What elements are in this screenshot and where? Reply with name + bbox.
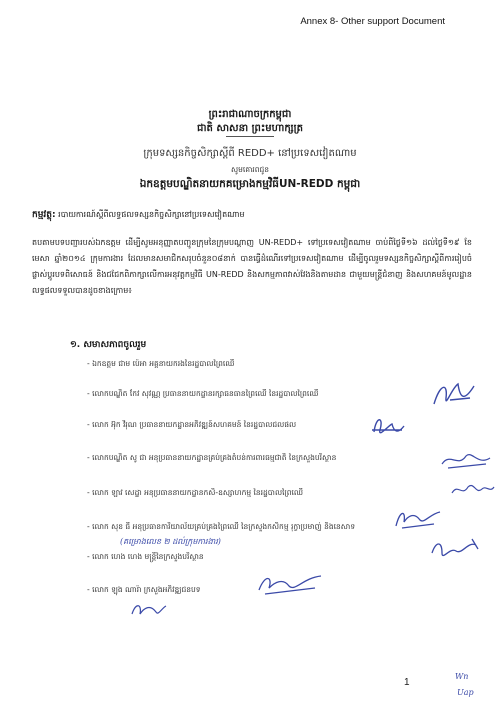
member-row: - លោកបណ្ឌិត កែវ សុវណ្ណ ប្រធាននាយកដ្ឋានរក្សាធនធានព្រៃឈើ នៃរដ្ឋបាលព្រៃឈើ: [87, 389, 319, 398]
subject-text: របាយការណ៍ស្តីពីលទ្ធផលទស្សនកិច្ចសិក្សានៅប្រទេសវៀតណាម: [58, 210, 245, 219]
member-row: - លោក ឡុង ណារ៉ា ក្រសួងអភិវឌ្ឍជនបទ: [87, 585, 201, 594]
member-row: - លោកបណ្ឌិត សូ ជា អនុប្រធាននាយកដ្ឋានគ្រប់គ្រងតំបន់ការពារធម្មជាតិ នៃក្រសួងបរិស្ថាន: [87, 453, 337, 462]
sender-line: ក្រុមទស្សនកិច្ចសិក្សាស្តីពី REDD+ នៅប្រទេសវៀតណាម: [143, 148, 357, 159]
salutation-line: សូមគោរពជូន: [230, 165, 270, 174]
body-paragraph: តបតាមបទបញ្ជារបស់ឯកឧត្តម ដើម្បីសូមអនុញ្ញាតបញ្ជូនក្រុមនៃក្រុមបណ្តាញ UN-REDD+ ទៅប្រទេសវៀតណាម ចាប់ពីថ្ងៃទី១៦ ដល់ថ្ងៃទី១៩ ខែមេសា ឆ្នាំ២០១៤ ក្រុមការងារ ដែលមានសមាជិកសរុបចំនួន០៨នាក់ បានធ្វើដំណើរទៅប្រទេសវៀតណាម ដើម្បីចូលរួមទស្សនកិច្ចសិក្សាស្តីពីការរៀបចំ ផ្លាស់ប្តូរបទពិសោធន៍ និងជជែកពិភាក្សាលើការអនុវត្តកម្មវិធី UN-REDD និងសកម្មភាពវាស់វែងនិងតាមដាន ជាមួយមន្ត្រីជំនាញ និងសហគមន៍មូលដ្ឋាន លទ្ធផលទទួលបានដូចខាងក្រោម៖: [32, 238, 472, 295]
member-row: - លោក ហេង ហេង មន្ត្រីនៃក្រសួងបរិស្ថាន: [87, 552, 204, 561]
handwritten-note: (គម្រោងលេខ ២ ដល់ក្រុមការងារ): [120, 537, 221, 546]
corner-initials-2: Uap: [457, 688, 474, 697]
corner-initials-1: Wn: [455, 672, 469, 681]
subject-label: កម្មវត្ថុ:: [32, 210, 56, 220]
member-row: - លោក ឡាវ សេដ្ឋា អនុប្រធាននាយកដ្ឋានកសិ-ឧស្សាហកម្ម នៃរដ្ឋបាលព្រៃឈើ: [87, 488, 304, 497]
recipient-line: ឯកឧត្តមបណ្ឌិតនាយកគម្រោងកម្មវិធីUN-REDD កម្ពុជា: [139, 178, 361, 190]
motto-divider: [226, 136, 274, 137]
member-row: - ឯកឧត្តម ជាម ប៉េអា អគ្គនាយករងនៃរដ្ឋបាលព្រៃឈើ: [87, 359, 235, 368]
kingdom-heading: ព្រះរាជាណាចក្រកម្ពុជា: [208, 109, 292, 120]
motto-heading: ជាតិ សាសនា ព្រះមហាក្សត្រ: [197, 123, 303, 134]
member-row: - លោក សុខ ធី អនុប្រធានការិយាល័យគ្រប់គ្រងព្រៃឈើ នៃក្រសួងកសិកម្ម រុក្ខាប្រមាញ់ និងនេសាទ: [87, 522, 356, 531]
member-row: - លោក អ៊ុក វិរុណ ប្រធាននាយកដ្ឋានអភិវឌ្ឍន៍សហគមន៍ នៃរដ្ឋបាលជលផល: [87, 420, 297, 429]
subject-line: [32, 209, 472, 222]
signature-8: [128, 598, 168, 622]
page-number: 1: [404, 677, 410, 688]
section-title: ១. សមាសភាពចូលរួម: [70, 340, 147, 350]
annex-label: Annex 8- Other support Document: [300, 16, 445, 27]
